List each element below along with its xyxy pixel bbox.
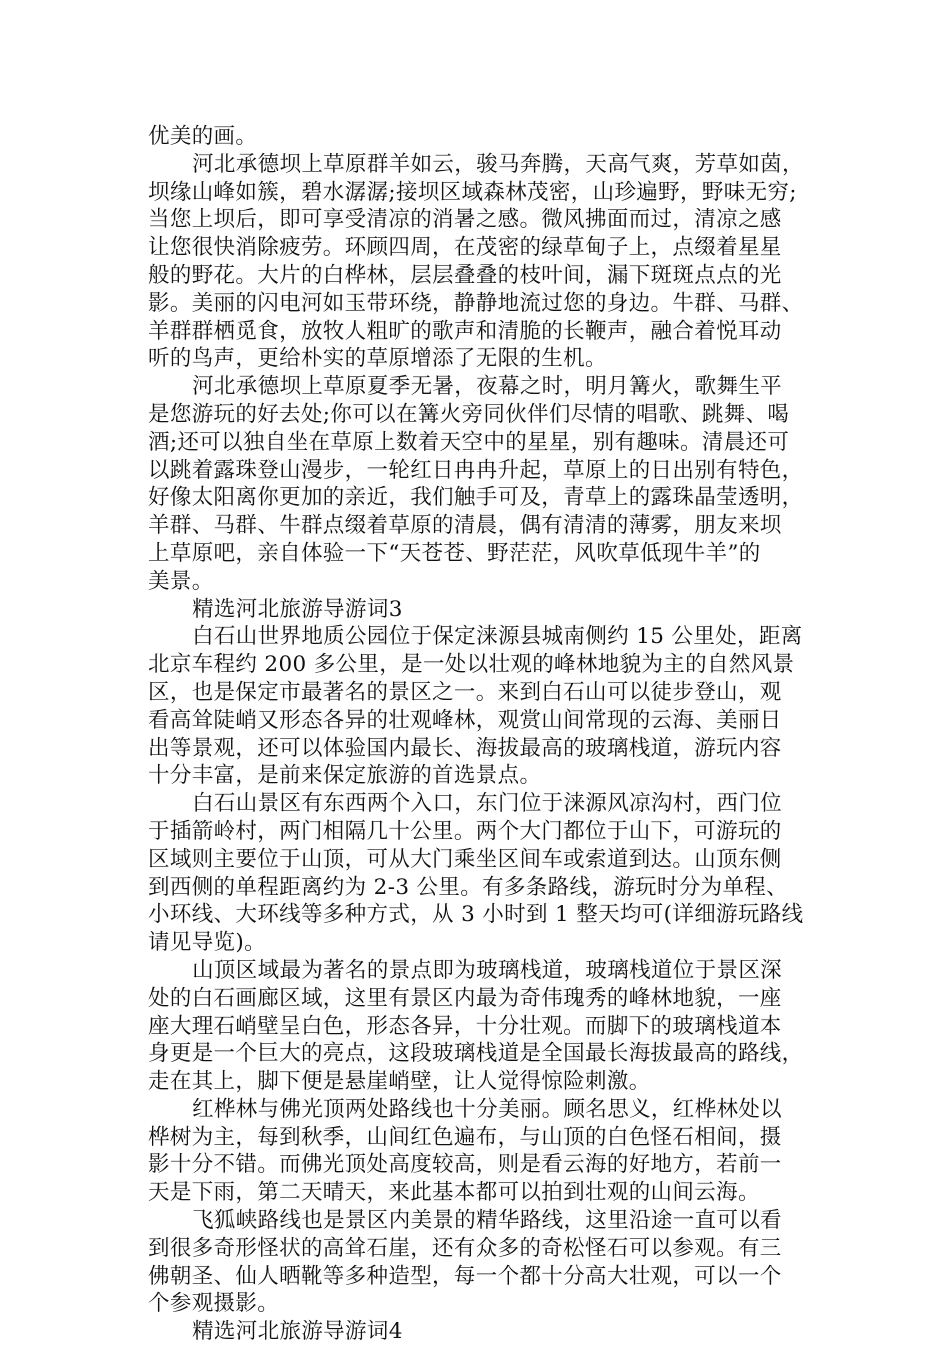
paragraph-baishishan-intro: 白石山世界地质公园位于保定涞源县城南侧约 15 公里处，距离 北京车程约 200 多公里，是一处以壮观的峰林地貌为主的自然风景 区，也是保定市最著名的景区之一。来到白石山可以徒步登山，观 看高耸陡峭又形态各异的壮观峰林，观赏山间常现的云海、美丽日 出等景观，还可以体验国内最长、海拔最高的玻璃栈道，游玩内容 十分丰富，是前来保定旅游的首选景点。 bbox=[148, 624, 803, 789]
document-page bbox=[148, 123, 808, 1346]
paragraph-feihu-gorge: 飞狐峡路线也是景区内美景的精华路线，这里沿途一直可以看 到很多奇形怪状的高耸石崖，还有众多的奇松怪石可以参观。有三 佛朝圣、仙人晒靴等多种造型，每一个都十分高大壮观，可以一个 个参观摄影。 bbox=[148, 1208, 783, 1317]
paragraph-continuation: 优美的画。 bbox=[148, 124, 258, 149]
paragraph-bashang-grassland: 河北承德坝上草原群羊如云，骏马奔腾，天高气爽，芳草如茵， 坝缘山峰如簇，碧水潺潺;接坝区域森林茂密，山珍遍野，野味无穷; 当您上坝后，即可享受清凉的消暑之感。微风拂面而过，清凉之感 让您很快消除疲劳。环顾四周，在茂密的绿草甸子上，点缀着星星 般的野花。大片的白桦林，层层叠叠的枝叶间，漏下斑斑点点的光 影。美丽的闪电河如玉带环绕，静静地流过您的身边。牛群、马群、 羊群群栖觅食，放牧人粗旷的歌声和清脆的长鞭声，融合着悦耳动 听的鸟声，更给朴实的草原增添了无限的生机。 bbox=[148, 151, 804, 372]
paragraph-birch-forest: 红桦林与佛光顶两处路线也十分美丽。顾名思义，红桦林处以 桦树为主，每到秋季，山间红色遍布，与山顶的白色怪石相间，摄 影十分不错。而佛光顶处高度较高，则是看云海的好地方，若前一 天是下雨，第二天晴天，来此基本都可以拍到壮观的山间云海。 bbox=[148, 1096, 783, 1206]
section-heading-3: 精选河北旅游导游词3 bbox=[192, 596, 403, 622]
paragraph-baishishan-entrances: 白石山景区有东西两个入口，东门位于涞源风凉沟村，西门位 于插箭岭村，两门相隔几十公里。两个大门都位于山下，可游玩的 区域则主要位于山顶，可从大门乘坐区间车或索道到达。山顶东侧 到西侧的单程距离约为 2-3 公里。有多条路线，游玩时分为单程、 小环线、大环线等多种方式，从 3 小时到 1 整天均可(详细游玩路线 请见导览)。 bbox=[148, 791, 804, 956]
section-heading-4: 精选河北旅游导游词4 bbox=[192, 1319, 403, 1345]
paragraph-glass-walkway: 山顶区域最为著名的景点即为玻璃栈道，玻璃栈道位于景区深 处的白石画廊区域，这里有景区内最为奇伟瑰秀的峰林地貌，一座 座大理石峭壁呈白色，形态各异，十分壮观。而脚下的玻璃栈道本 身更是一个巨大的亮点，这段玻璃栈道是全国最长海拔最高的路线， 走在其上，脚下便是悬崖峭壁，让人觉得惊险刺激。 bbox=[148, 957, 804, 1095]
paragraph-bashang-summer: 河北承德坝上草原夏季无暑，夜幕之时，明月篝火，歌舞生平 是您游玩的好去处;你可以在篝火旁同伙伴们尽情的唱歌、跳舞、喝 酒;还可以独自坐在草原上数着天空中的星星，别有趣味。清晨还可 以跳着露珠登山漫步，一轮红日冉冉升起，草原上的日出别有特色， 好像太阳离你更加的亲近，我们触手可及，青草上的露珠晶莹透明， 羊群、马群、牛群点缀着草原的清晨，偶有清清的薄雾，朋友来坝 上草原吧，亲自体验一下“天苍苍、野茫茫，风吹草低现牛羊”的 美景。 bbox=[148, 374, 804, 594]
